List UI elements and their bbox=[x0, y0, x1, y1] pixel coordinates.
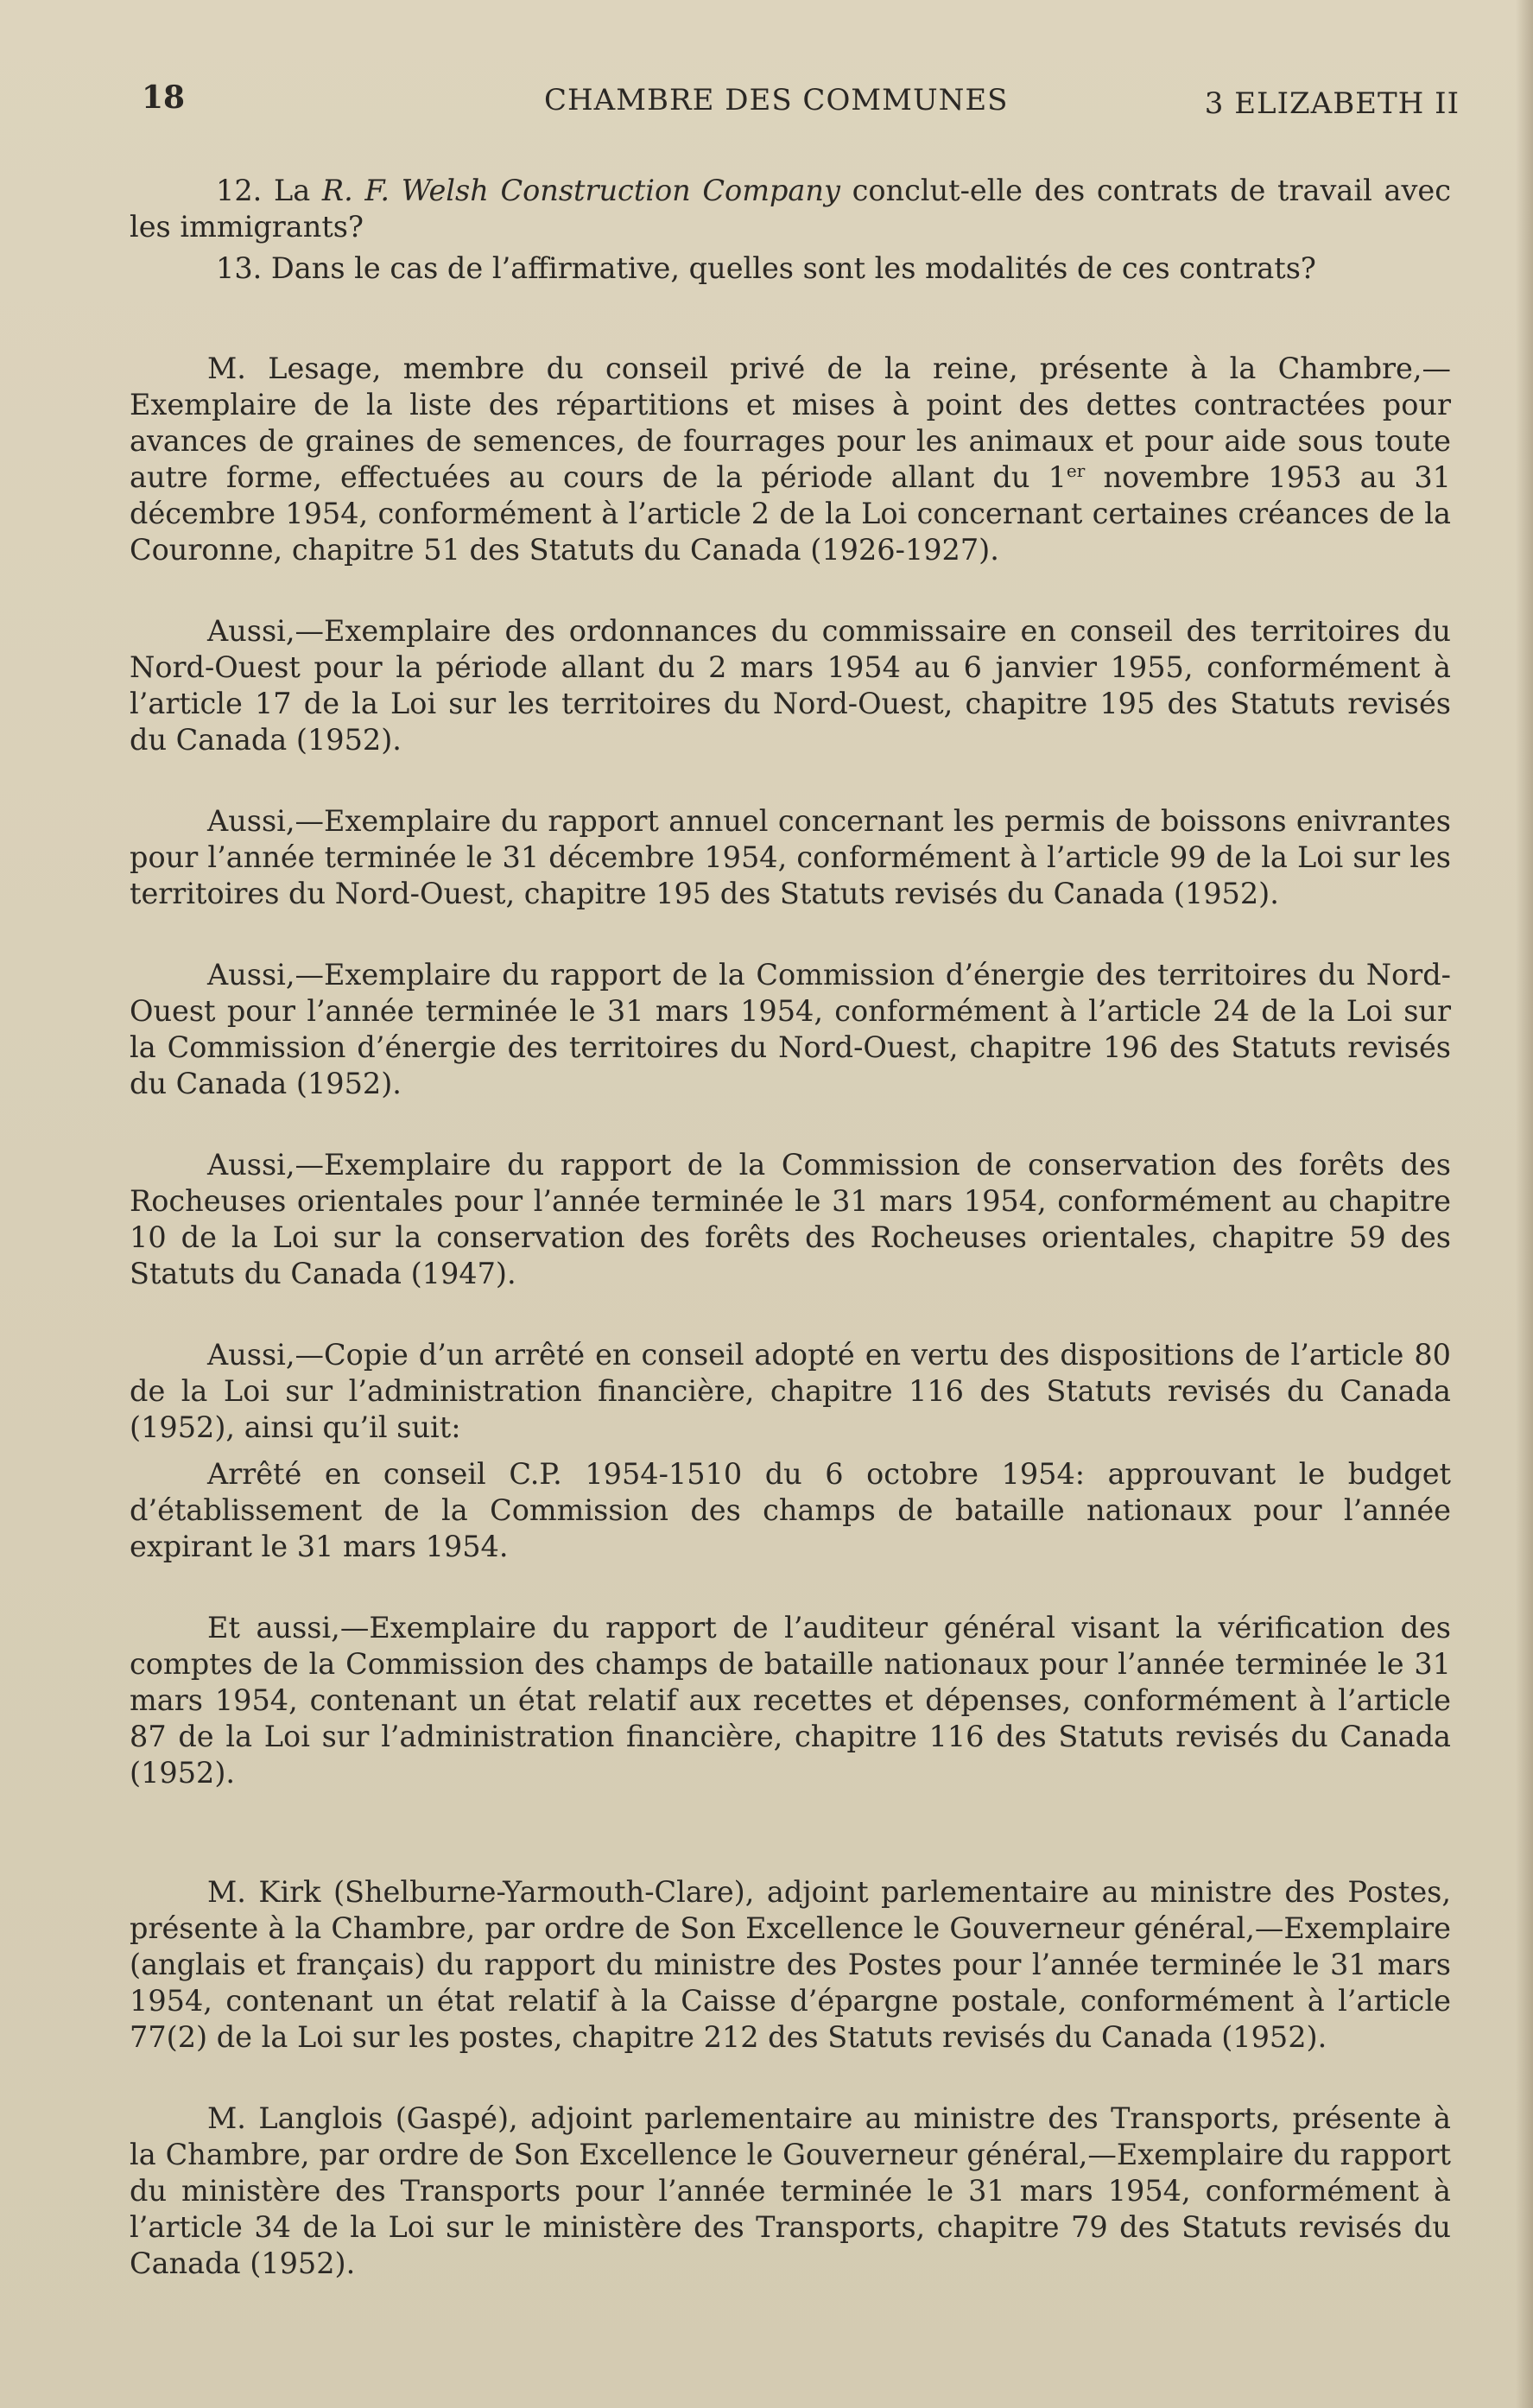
paragraph-aussi-forets: Aussi,—Exemplaire du rapport de la Commission de conservation des forêts des Rocheuses orientales pour l’année terminée le 31 mars 1954, conformément au chapitre 10 de la Loi sur la conservation des forêts des Rocheuses orientales, chapitre 59 des Statuts du Canada (1947). bbox=[130, 1148, 1451, 1290]
page-header bbox=[138, 79, 1460, 131]
paragraph-arrete-detail: Arrêté en conseil C.P. 1954-1510 du 6 octobre 1954: approuvant le budget d’établissement de la Commission des champs de bataille nationaux pour l’année expirant le 31 mars 1954. bbox=[130, 1457, 1451, 1563]
paragraph-langlois: M. Langlois (Gaspé), adjoint parlementaire au ministre des Transports, présente à la Chambre, par ordre de Son Excellence le Gouverneur général,—Exemplaire du rapport du ministère des Transports pour l’année terminée le 31 mars 1954, conformément à l’article 34 de la Loi sur le ministère des Transports, chapitre 79 des Statuts revisés du Canada (1952). bbox=[130, 2101, 1451, 2280]
paragraph-aussi-arrete: Aussi,—Copie d’un arrêté en conseil adopté en vertu des dispositions de l’article 80 de la Loi sur l’administration financière, chapitre 116 des Statuts revisés du Canada (1952), ainsi qu’il suit: bbox=[130, 1338, 1451, 1444]
paragraph-aussi-energie: Aussi,—Exemplaire du rapport de la Commission d’énergie des territoires du Nord-Ouest pour l’année terminée le 31 mars 1954, conformément à l’article 24 de la Loi sur la Commission d’énergie des territoires du Nord-Ouest, chapitre 196 des Statuts revisés du Canada (1952). bbox=[130, 958, 1451, 1100]
question-12 bbox=[130, 173, 1451, 245]
question-12-pre: La bbox=[262, 174, 322, 207]
page-number: 18 bbox=[142, 79, 186, 116]
session-label: 3 ELIZABETH II bbox=[1204, 86, 1460, 121]
running-title: CHAMBRE DES COMMUNES bbox=[544, 83, 1009, 117]
paragraph-aussi-boissons: Aussi,—Exemplaire du rapport annuel concernant les permis de boissons enivrantes pour l’année terminée le 31 décembre 1954, conformément à l’article 99 de la Loi sur les territoires du Nord-Ouest, chapitre 195 des Statuts revisés du Canada (1952). bbox=[130, 804, 1451, 910]
page-body bbox=[130, 173, 1451, 2282]
question-12-post: conclut-elle des contrats de travail avec les immigrants? bbox=[130, 174, 1451, 244]
ordinal-superscript: er bbox=[1066, 459, 1086, 481]
paragraph-kirk: M. Kirk (Shelburne-Yarmouth-Clare), adjoint parlementaire au ministre des Postes, présente à la Chambre, par ordre de Son Excellence le Gouverneur général,—Exemplaire (anglais et français) du rapport du ministre des Postes pour l’année terminée le 31 mars 1954, contenant un état relatif à la Caisse d’épargne postale, conformément à l’article 77(2) de la Loi sur les postes, chapitre 212 des Statuts revisés du Canada (1952). bbox=[130, 1875, 1451, 2054]
company-name: R. F. Welsh Construction Company bbox=[321, 174, 840, 207]
lesage-text-a: M. Lesage, membre du conseil privé de la reine, présente à la Chambre,—Exemplaire de la liste des répartitions et mises à point des dettes contractées pour avances de graines de semences, de fourrages pour les animaux et pour aide sous toute autre forme, effectuées au cours de la période allant du 1 bbox=[130, 352, 1451, 494]
paragraph-lesage bbox=[130, 351, 1451, 568]
question-13: 13. Dans le cas de l’affirmative, quelles sont les modalités de ces contrats? bbox=[216, 251, 1316, 285]
paragraph-aussi-ordonnances: Aussi,—Exemplaire des ordonnances du commissaire en conseil des territoires du Nord-Ouest pour la période allant du 2 mars 1954 au 6 janvier 1955, conformément à l’article 17 de la Loi sur les territoires du Nord-Ouest, chapitre 195 des Statuts revisés du Canada (1952). bbox=[130, 614, 1451, 757]
lesage-text-b: novembre 1953 au 31 décembre 1954, conformément à l’article 2 de la Loi concernant certaines créances de la Couronne, chapitre 51 des Statuts du Canada (1926-1927). bbox=[130, 460, 1451, 567]
question-12-number: 12. bbox=[216, 174, 263, 207]
paragraph-et-aussi: Et aussi,—Exemplaire du rapport de l’auditeur général visant la vérification des comptes de la Commission des champs de bataille nationaux pour l’année terminée le 31 mars 1954, contenant un état relatif aux recettes et dépenses, conformément à l’article 87 de la Loi sur l’administration financière, chapitre 116 des Statuts revisés du Canada (1952). bbox=[130, 1611, 1451, 1790]
